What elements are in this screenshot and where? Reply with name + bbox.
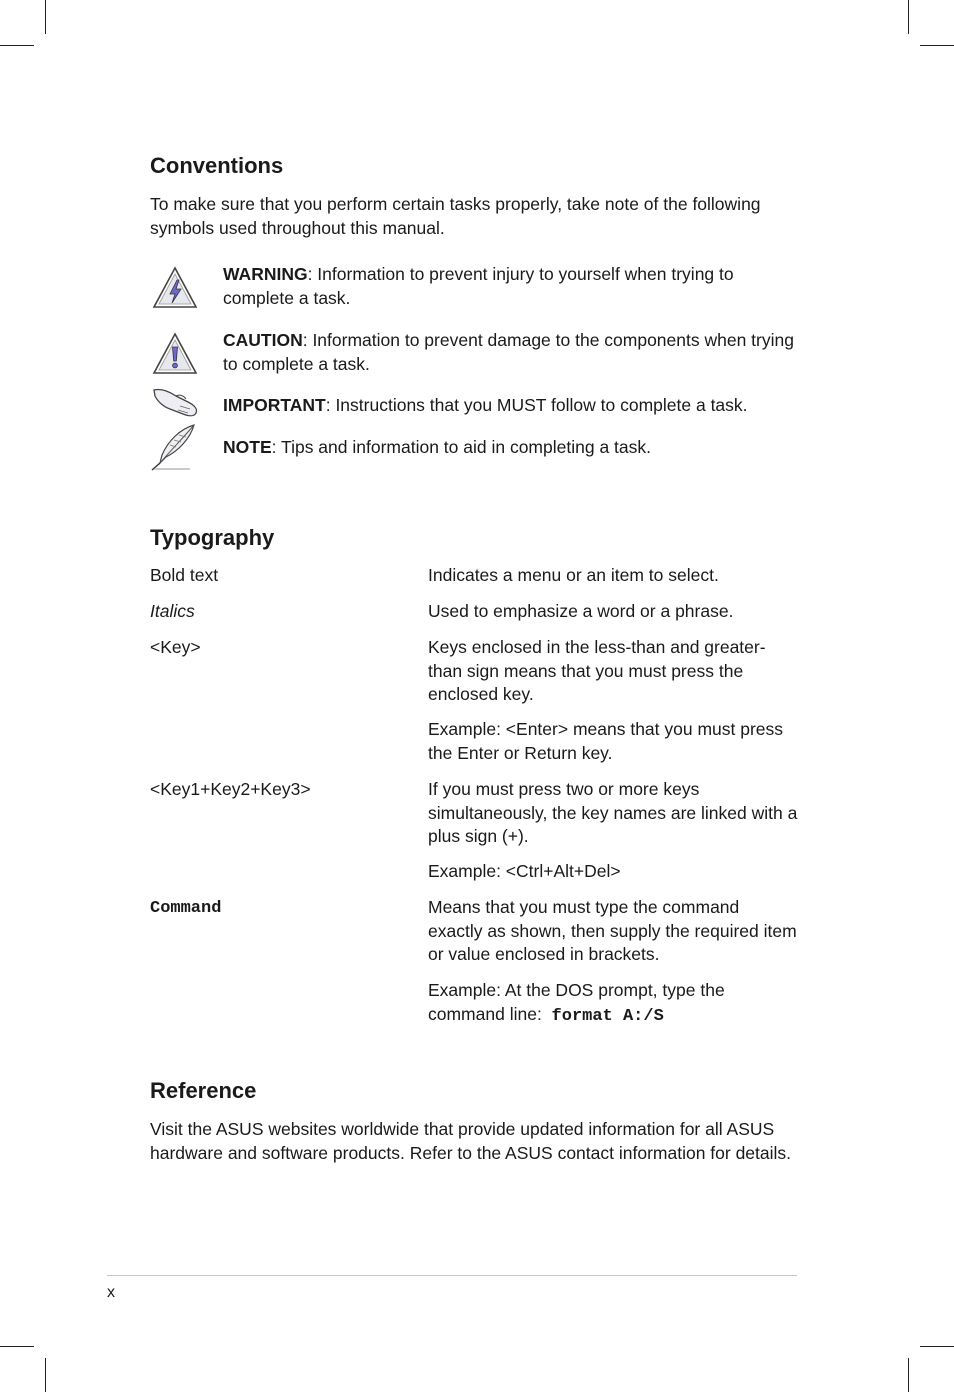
- section-title-reference: Reference: [150, 1078, 257, 1103]
- caution-triangle-exclamation-icon: [150, 331, 200, 377]
- typo-term-bold: Bold text: [150, 565, 219, 585]
- section-title-typography: Typography: [150, 525, 275, 550]
- crop-mark: [0, 1346, 34, 1347]
- crop-mark: [45, 1358, 46, 1392]
- typo-term-italics: Italics: [150, 601, 195, 621]
- crop-mark: [920, 45, 954, 46]
- footer-rule: [107, 1275, 797, 1276]
- caution-text: : Information to prevent damage to the components when trying to complete a task.: [223, 330, 794, 374]
- section-title-conventions: Conventions: [150, 153, 284, 178]
- crop-mark: [45, 0, 46, 34]
- warning-note: [223, 263, 808, 310]
- crop-mark: [0, 45, 34, 46]
- typo-term-command: Command: [150, 899, 222, 918]
- note-note: [223, 436, 808, 460]
- typo-desc-key: Keys enclosed in the less-than and greater-than sign means that you must press the enclosed key.: [428, 637, 766, 704]
- crop-mark: [908, 1358, 909, 1392]
- note-text: : Tips and information to aid in completing a task.: [271, 437, 651, 457]
- note-quill-icon: [150, 423, 200, 469]
- warning-triangle-lightning-icon: [150, 265, 200, 311]
- important-note: [223, 394, 808, 418]
- crop-mark: [920, 1346, 954, 1347]
- crop-mark: [908, 0, 909, 34]
- command-example-code: format A:/S: [551, 1006, 664, 1026]
- important-text: : Instructions that you MUST follow to complete a task.: [325, 395, 748, 415]
- typo-desc-command-example: [428, 979, 798, 1028]
- conventions-intro: To make sure that you perform certain tasks properly, take note of the following symbols used throughout this manual.: [150, 194, 761, 238]
- caution-label: CAUTION: [223, 330, 303, 350]
- warning-text: : Information to prevent injury to yourself when trying to complete a task.: [223, 264, 734, 308]
- command-example-text: Example: At the DOS prompt, type the command line:: [428, 980, 725, 1024]
- typo-term-key: <Key>: [150, 637, 201, 657]
- typo-desc-italics: Used to emphasize a word or a phrase.: [428, 601, 734, 621]
- typo-desc-key-example: Example: <Enter> means that you must press the Enter or Return key.: [428, 719, 784, 763]
- caution-note: [223, 329, 808, 376]
- typo-desc-bold: Indicates a menu or an item to select.: [428, 565, 719, 585]
- important-label: IMPORTANT: [223, 395, 326, 415]
- warning-label: WARNING: [223, 264, 308, 284]
- typo-desc-command: Means that you must type the command exactly as shown, then supply the required item or value enclosed in brackets.: [428, 897, 797, 964]
- typo-term-key-combo: <Key1+Key2+Key3>: [150, 779, 311, 799]
- typo-desc-key-combo: If you must press two or more keys simultaneously, the key names are linked with a plus sign (+).: [428, 779, 798, 846]
- typo-desc-key-combo-example: Example: <Ctrl+Alt+Del>: [428, 861, 621, 881]
- reference-text: Visit the ASUS websites worldwide that provide updated information for all ASUS hardware and software products. Refer to the ASUS contact information for details.: [150, 1119, 792, 1163]
- page-number: x: [107, 1284, 115, 1301]
- note-label: NOTE: [223, 437, 272, 457]
